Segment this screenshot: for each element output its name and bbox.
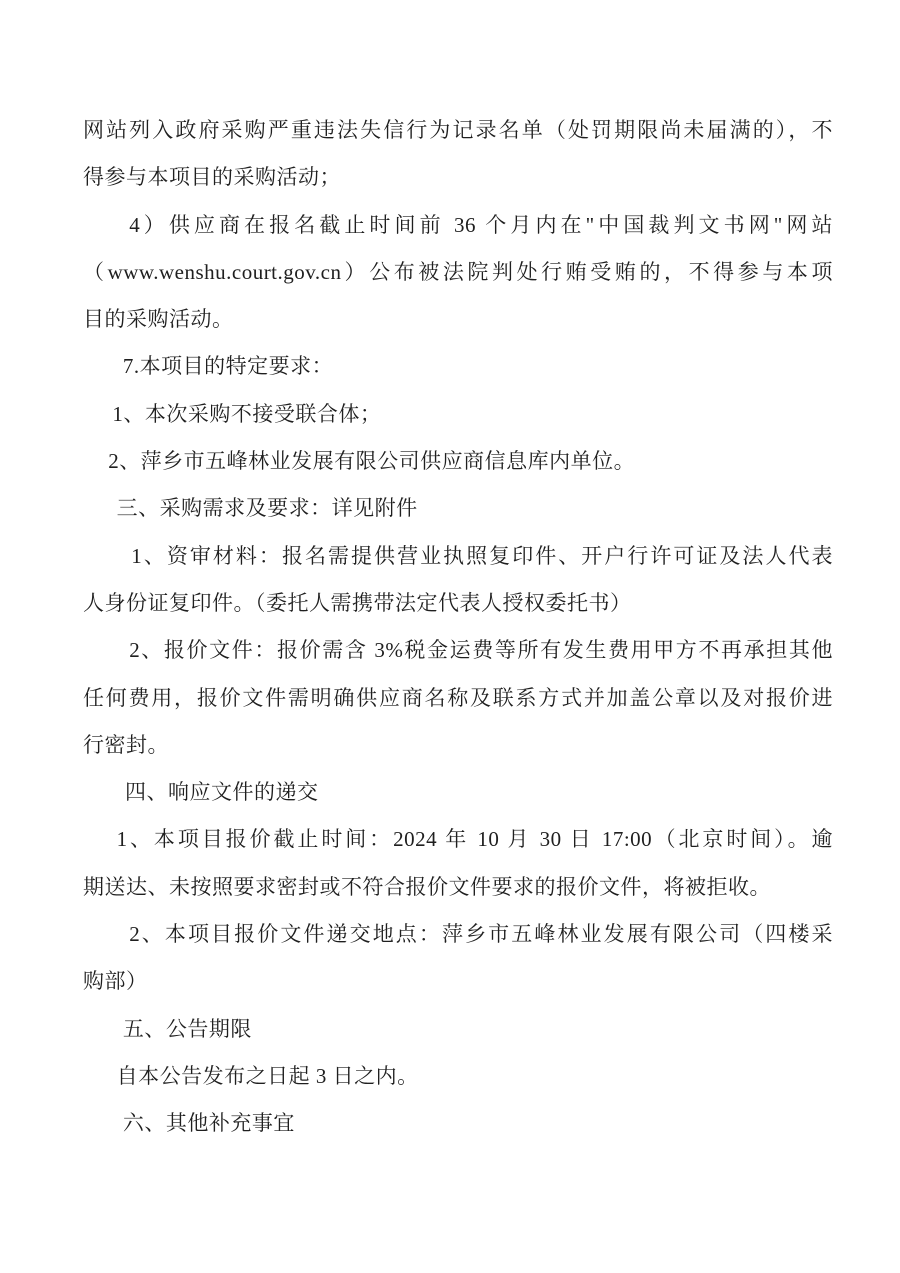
text-line: 得参与本项目的采购活动； <box>83 165 341 190</box>
text-line: 目的采购活动。 <box>83 307 234 332</box>
text-line: 2、报价文件：报价需含 3%税金运费等所有发生费用甲方不再承担其他 <box>129 638 833 663</box>
document-body <box>83 107 833 1148</box>
text-line: 人身份证复印件。（委托人需携带法定代表人授权委托书） <box>83 590 632 615</box>
text-line: 自本公告发布之日起 3 日之内。 <box>116 1063 419 1088</box>
text-line: （www.wenshu.court.gov.cn）公布被法院判处行贿受贿的，不得参与本项 <box>83 259 833 284</box>
text-line: 1、本次采购不接受联合体； <box>112 401 382 426</box>
text-line: 六、其他补充事宜 <box>122 1111 295 1136</box>
text-line: 2、萍乡市五峰林业发展有限公司供应商信息库内单位。 <box>108 449 636 474</box>
text-line: 4）供应商在报名截止时间前 36 个月内在"中国裁判文书网"网站 <box>129 212 833 237</box>
text-line: 行密封。 <box>83 732 169 757</box>
text-line: 2、本项目报价文件递交地点：萍乡市五峰林业发展有限公司（四楼采 <box>129 922 833 947</box>
text-line: 三、采购需求及要求：详见附件 <box>116 496 418 521</box>
text-line: 网站列入政府采购严重违法失信行为记录名单（处罚期限尚未届满的），不 <box>83 118 833 142</box>
text-line: 7.本项目的特定要求： <box>122 354 334 379</box>
text-line: 1、本项目报价截止时间：2024 年 10 月 30 日 17:00（北京时间）。逾 <box>116 827 833 852</box>
text-line: 四、响应文件的递交 <box>125 780 319 805</box>
text-line: 任何费用，报价文件需明确供应商名称及联系方式并加盖公章以及对报价进 <box>83 685 833 710</box>
text-line: 期送达、未按照要求密封或不符合报价文件要求的报价文件，将被拒收。 <box>83 874 771 899</box>
text-line: 购部） <box>83 969 148 994</box>
text-line: 1、资审材料：报名需提供营业执照复印件、开户行许可证及法人代表 <box>131 543 833 568</box>
text-line: 五、公告期限 <box>122 1016 252 1041</box>
